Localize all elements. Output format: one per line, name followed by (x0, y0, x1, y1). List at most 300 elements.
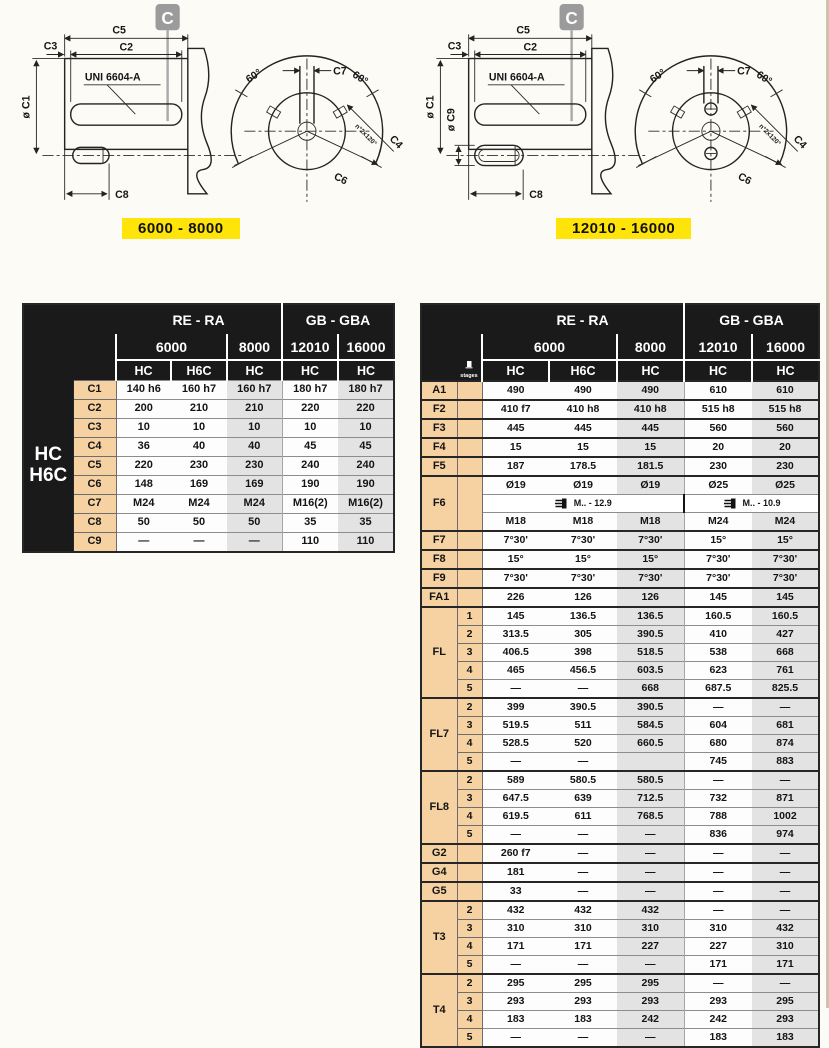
value-cell: 227 (684, 938, 752, 956)
side-label-line: HC (34, 444, 62, 466)
stage-cell: 2 (457, 901, 482, 920)
row-label: C8 (73, 514, 116, 533)
row-label: FL7 (421, 698, 457, 771)
stage-cell: 4 (457, 735, 482, 753)
value-cell: 160.5 (684, 607, 752, 626)
value-cell: — (227, 533, 282, 553)
bolt-pattern-note: n°2x120° (757, 123, 782, 148)
value-cell: 310 (752, 938, 819, 956)
value-cell: 15 (617, 438, 684, 457)
bolt-class-cell (482, 495, 684, 513)
dim-c2: C2 (119, 41, 134, 54)
value-cell: 1002 (752, 808, 819, 826)
value-cell: 7°30' (617, 569, 684, 588)
value-cell: 187 (482, 457, 549, 476)
value-cell: 293 (617, 993, 684, 1011)
value-cell: M24 (116, 495, 171, 514)
table-row (23, 381, 394, 400)
value-cell: 660.5 (617, 735, 684, 753)
table-row (421, 974, 819, 993)
value-cell: 242 (617, 1011, 684, 1029)
header-variant: HC (482, 360, 549, 381)
stage-cell: 4 (457, 1011, 482, 1029)
value-cell: Ø19 (617, 476, 684, 495)
value-cell: 183 (684, 1029, 752, 1048)
angle-60-right: 60° (754, 68, 775, 88)
stage-cell: 2 (457, 698, 482, 717)
value-cell: 35 (282, 514, 338, 533)
dim-c5: C5 (516, 24, 530, 37)
value-cell: 15° (482, 550, 549, 569)
value-cell: Ø19 (482, 476, 549, 495)
value-cell: 171 (752, 956, 819, 975)
value-cell: 432 (752, 920, 819, 938)
stage-cell (457, 550, 482, 569)
table-row (421, 698, 819, 717)
stage-cell: 4 (457, 938, 482, 956)
value-cell: — (752, 844, 819, 863)
value-cell: 293 (549, 993, 617, 1011)
value-cell: 15 (549, 438, 617, 457)
value-cell: 528.5 (482, 735, 549, 753)
value-cell: 390.5 (617, 626, 684, 644)
row-label: A1 (421, 381, 457, 400)
value-cell: — (684, 974, 752, 993)
stage-cell: 4 (457, 662, 482, 680)
value-cell: 295 (549, 974, 617, 993)
value-cell: 50 (227, 514, 282, 533)
value-cell: 227 (617, 938, 684, 956)
value-cell: — (549, 882, 617, 901)
row-label: FL8 (421, 771, 457, 844)
table-row (421, 735, 819, 753)
stage-cell (457, 419, 482, 438)
stage-cell: 3 (457, 920, 482, 938)
dim-c7: C7 (333, 65, 347, 78)
hc-h6c-dimensions-table (22, 303, 395, 553)
value-cell: 761 (752, 662, 819, 680)
value-cell: 295 (752, 993, 819, 1011)
header-variant: H6C (171, 360, 227, 381)
stage-cell (457, 438, 482, 457)
table-row (23, 400, 394, 419)
value-cell: 7°30' (684, 550, 752, 569)
dim-c5: C5 (112, 24, 126, 37)
hc-h6c-table-header (23, 304, 394, 381)
header-size: 12010 (282, 334, 338, 360)
value-cell: 210 (171, 400, 227, 419)
header-size: 12010 (684, 334, 752, 360)
value-cell: 15° (752, 531, 819, 550)
value-cell: 20 (752, 438, 819, 457)
value-cell: — (617, 956, 684, 975)
value-cell: — (482, 1029, 549, 1048)
dim-c6: C6 (331, 170, 350, 188)
stage-cell: 3 (457, 993, 482, 1011)
value-cell: M16(2) (338, 495, 394, 514)
table-row (421, 753, 819, 772)
value-cell: 518.5 (617, 644, 684, 662)
stages-label: stages (460, 372, 478, 379)
value-cell: 10 (338, 419, 394, 438)
value-cell: 580.5 (549, 771, 617, 790)
table-row (421, 1011, 819, 1029)
stage-cell (457, 588, 482, 607)
table-row (421, 808, 819, 826)
header-variant: HC (116, 360, 171, 381)
value-cell: — (171, 533, 227, 553)
value-cell: 584.5 (617, 717, 684, 735)
value-cell: — (752, 863, 819, 882)
value-cell: 136.5 (617, 607, 684, 626)
row-label: F6 (421, 476, 457, 531)
dim-c8: C8 (529, 188, 543, 201)
value-cell: 183 (482, 1011, 549, 1029)
header-group-re-ra: RE - RA (116, 304, 282, 334)
stage-cell (457, 863, 482, 882)
value-cell: 220 (338, 400, 394, 419)
shaft-drawing-6000-8000 (6, 2, 410, 216)
value-cell: — (684, 901, 752, 920)
table-row (421, 863, 819, 882)
value-cell: 15° (549, 550, 617, 569)
value-cell: Ø19 (549, 476, 617, 495)
value-cell: 445 (549, 419, 617, 438)
value-cell: 293 (752, 1011, 819, 1029)
value-cell: 427 (752, 626, 819, 644)
value-cell: 310 (684, 920, 752, 938)
value-cell: 190 (282, 476, 338, 495)
value-cell: 687.5 (684, 680, 752, 699)
table-row (421, 956, 819, 975)
angle-60-left: 60° (647, 66, 668, 86)
table-row (421, 662, 819, 680)
row-label: FA1 (421, 588, 457, 607)
row-label: T3 (421, 901, 457, 974)
value-cell: 183 (549, 1011, 617, 1029)
value-cell: 15° (684, 531, 752, 550)
value-cell: — (116, 533, 171, 553)
side-label-hc-h6c (23, 381, 73, 553)
value-cell: 145 (684, 588, 752, 607)
dim-c9: ø C9 (445, 108, 458, 132)
row-label: F2 (421, 400, 457, 419)
row-label: C1 (73, 381, 116, 400)
value-cell: 712.5 (617, 790, 684, 808)
stages-icon (457, 356, 481, 374)
value-cell: 220 (282, 400, 338, 419)
value-cell: Ø25 (752, 476, 819, 495)
value-cell: 33 (482, 882, 549, 901)
value-cell: 974 (752, 826, 819, 845)
value-cell: 310 (482, 920, 549, 938)
value-cell: 874 (752, 735, 819, 753)
value-cell: 680 (684, 735, 752, 753)
table-row (421, 531, 819, 550)
table-row (421, 569, 819, 588)
stage-cell: 3 (457, 790, 482, 808)
value-cell: 7°30' (617, 531, 684, 550)
value-cell: 538 (684, 644, 752, 662)
value-cell: M24 (752, 513, 819, 532)
row-label: C2 (73, 400, 116, 419)
row-label: FL (421, 607, 457, 698)
value-cell: — (752, 901, 819, 920)
value-cell: 519.5 (482, 717, 549, 735)
value-cell: — (684, 698, 752, 717)
value-cell: 611 (549, 808, 617, 826)
header-variant: H6C (549, 360, 617, 381)
header-group-re-ra: RE - RA (482, 304, 684, 334)
bolt-icon (723, 497, 736, 509)
table-row (23, 476, 394, 495)
value-cell: 511 (549, 717, 617, 735)
value-cell: 390.5 (549, 698, 617, 717)
value-cell: — (684, 882, 752, 901)
value-cell: — (617, 882, 684, 901)
value-cell: — (617, 844, 684, 863)
header-variant: HC (684, 360, 752, 381)
value-cell: — (684, 771, 752, 790)
dim-c1: ø C1 (20, 95, 33, 119)
value-cell: 181.5 (617, 457, 684, 476)
size-range-label-6000-8000: 6000 - 8000 (122, 218, 240, 239)
value-cell: — (752, 771, 819, 790)
value-cell: 169 (227, 476, 282, 495)
stage-cell: 5 (457, 680, 482, 699)
value-cell: 171 (684, 956, 752, 975)
value-cell: 310 (617, 920, 684, 938)
header-size: 8000 (617, 334, 684, 360)
value-cell: 178.5 (549, 457, 617, 476)
stage-cell: 2 (457, 974, 482, 993)
row-label: F5 (421, 457, 457, 476)
table-row (421, 790, 819, 808)
row-label: G2 (421, 844, 457, 863)
dim-c6: C6 (735, 170, 754, 188)
value-cell: 490 (617, 381, 684, 400)
value-cell (617, 753, 684, 772)
value-cell: 160 h7 (227, 381, 282, 400)
stage-cell (457, 400, 482, 419)
value-cell: 560 (752, 419, 819, 438)
stage-cell (457, 531, 482, 550)
header-size: 6000 (116, 334, 227, 360)
stage-cell (457, 569, 482, 588)
stage-cell (457, 457, 482, 476)
value-cell: — (549, 753, 617, 772)
table-row (421, 680, 819, 699)
value-cell: 181 (482, 863, 549, 882)
table-corner (421, 304, 457, 381)
value-cell: 36 (116, 438, 171, 457)
value-cell: 788 (684, 808, 752, 826)
stage-cell (457, 882, 482, 901)
value-cell: 623 (684, 662, 752, 680)
value-cell: 7°30' (482, 531, 549, 550)
value-cell: — (684, 863, 752, 882)
header-group-gb-gba: GB - GBA (282, 304, 394, 334)
side-view-dimensions (20, 24, 187, 201)
value-cell: 15° (617, 550, 684, 569)
value-cell: 230 (684, 457, 752, 476)
value-cell: — (549, 826, 617, 845)
general-table-header (421, 304, 819, 381)
value-cell: 183 (752, 1029, 819, 1048)
value-cell: 7°30' (549, 569, 617, 588)
value-cell: 136.5 (549, 607, 617, 626)
value-cell: 619.5 (482, 808, 549, 826)
value-cell: 390.5 (617, 698, 684, 717)
table-row (421, 438, 819, 457)
value-cell: 883 (752, 753, 819, 772)
dim-c3: C3 (43, 40, 58, 53)
value-cell: 681 (752, 717, 819, 735)
value-cell: 160.5 (752, 607, 819, 626)
bolt-class-text: M.. - 10.9 (742, 498, 781, 509)
value-cell: 490 (549, 381, 617, 400)
header-size: 6000 (482, 334, 617, 360)
table-row (23, 533, 394, 553)
value-cell: 465 (482, 662, 549, 680)
badge-letter: C (565, 8, 578, 29)
header-size: 16000 (338, 334, 394, 360)
stage-cell: 5 (457, 1029, 482, 1048)
value-cell: 45 (338, 438, 394, 457)
value-cell: 639 (549, 790, 617, 808)
header-variant: HC (617, 360, 684, 381)
row-label: F3 (421, 419, 457, 438)
value-cell: 668 (752, 644, 819, 662)
value-cell: — (617, 1029, 684, 1048)
value-cell: 410 f7 (482, 400, 549, 419)
stage-cell: 1 (457, 607, 482, 626)
value-cell: 432 (482, 901, 549, 920)
side-view (446, 48, 646, 193)
value-cell: — (684, 844, 752, 863)
value-cell: 580.5 (617, 771, 684, 790)
keyway-standard-label: UNI 6604-A (84, 71, 141, 84)
value-cell: 604 (684, 717, 752, 735)
value-cell: — (482, 956, 549, 975)
value-cell: 226 (482, 588, 549, 607)
bolt-icon (554, 497, 567, 509)
bolt-pattern-note: n°2x120° (353, 123, 378, 148)
drawing-6000-8000 (6, 2, 410, 254)
value-cell: M24 (227, 495, 282, 514)
value-cell: 295 (482, 974, 549, 993)
value-cell: M24 (684, 513, 752, 532)
row-label: F4 (421, 438, 457, 457)
row-label: C7 (73, 495, 116, 514)
value-cell: 399 (482, 698, 549, 717)
value-cell: 410 h8 (549, 400, 617, 419)
shaft-drawing-12010-16000 (410, 2, 814, 216)
hc-h6c-table-body (23, 381, 394, 553)
value-cell: 10 (227, 419, 282, 438)
header-group-gb-gba: GB - GBA (684, 304, 819, 334)
stage-cell: 2 (457, 626, 482, 644)
value-cell: 610 (752, 381, 819, 400)
value-cell: 310 (549, 920, 617, 938)
value-cell: 520 (549, 735, 617, 753)
end-view (231, 56, 405, 202)
value-cell: 406.5 (482, 644, 549, 662)
value-cell: 180 h7 (282, 381, 338, 400)
table-row (23, 514, 394, 533)
header-variant: HC (338, 360, 394, 381)
value-cell: — (752, 882, 819, 901)
value-cell: — (617, 863, 684, 882)
table-row (421, 844, 819, 863)
value-cell: — (549, 680, 617, 699)
stage-cell: 2 (457, 771, 482, 790)
table-row (421, 938, 819, 956)
row-label: F9 (421, 569, 457, 588)
header-size: 16000 (752, 334, 819, 360)
stage-cell (457, 476, 482, 531)
value-cell: — (617, 826, 684, 845)
value-cell: 825.5 (752, 680, 819, 699)
bolt-class-text: M.. - 12.9 (573, 498, 612, 509)
table-row (421, 476, 819, 495)
value-cell: 7°30' (752, 550, 819, 569)
value-cell: 180 h7 (338, 381, 394, 400)
value-cell: 745 (684, 753, 752, 772)
table-row (421, 771, 819, 790)
value-cell: 7°30' (549, 531, 617, 550)
header-variant: HC (752, 360, 819, 381)
end-view (635, 56, 809, 202)
value-cell: 240 (282, 457, 338, 476)
stage-cell: 4 (457, 808, 482, 826)
drawing-12010-16000 (410, 2, 826, 254)
angle-60-left: 60° (243, 66, 264, 86)
row-label: F7 (421, 531, 457, 550)
value-cell: 160 h7 (171, 381, 227, 400)
stages-header (457, 304, 482, 381)
value-cell: 140 h6 (116, 381, 171, 400)
value-cell: 7°30' (482, 569, 549, 588)
value-cell: 293 (482, 993, 549, 1011)
value-cell: M18 (617, 513, 684, 532)
value-cell: 200 (116, 400, 171, 419)
value-cell: 45 (282, 438, 338, 457)
value-cell: 10 (171, 419, 227, 438)
value-cell: 668 (617, 680, 684, 699)
row-label: G4 (421, 863, 457, 882)
value-cell: 126 (549, 588, 617, 607)
table-row (421, 457, 819, 476)
value-cell: 110 (282, 533, 338, 553)
value-cell: 50 (116, 514, 171, 533)
value-cell: 171 (482, 938, 549, 956)
row-label: C5 (73, 457, 116, 476)
stage-cell: 3 (457, 717, 482, 735)
value-cell: 7°30' (684, 569, 752, 588)
value-cell: 169 (171, 476, 227, 495)
value-cell: 171 (549, 938, 617, 956)
value-cell: 210 (227, 400, 282, 419)
header-variant: HC (227, 360, 282, 381)
value-cell: 40 (227, 438, 282, 457)
value-cell: 398 (549, 644, 617, 662)
value-cell: 230 (227, 457, 282, 476)
value-cell: 456.5 (549, 662, 617, 680)
stage-cell: 5 (457, 753, 482, 772)
stage-cell: 5 (457, 956, 482, 975)
dim-c7: C7 (737, 65, 751, 78)
